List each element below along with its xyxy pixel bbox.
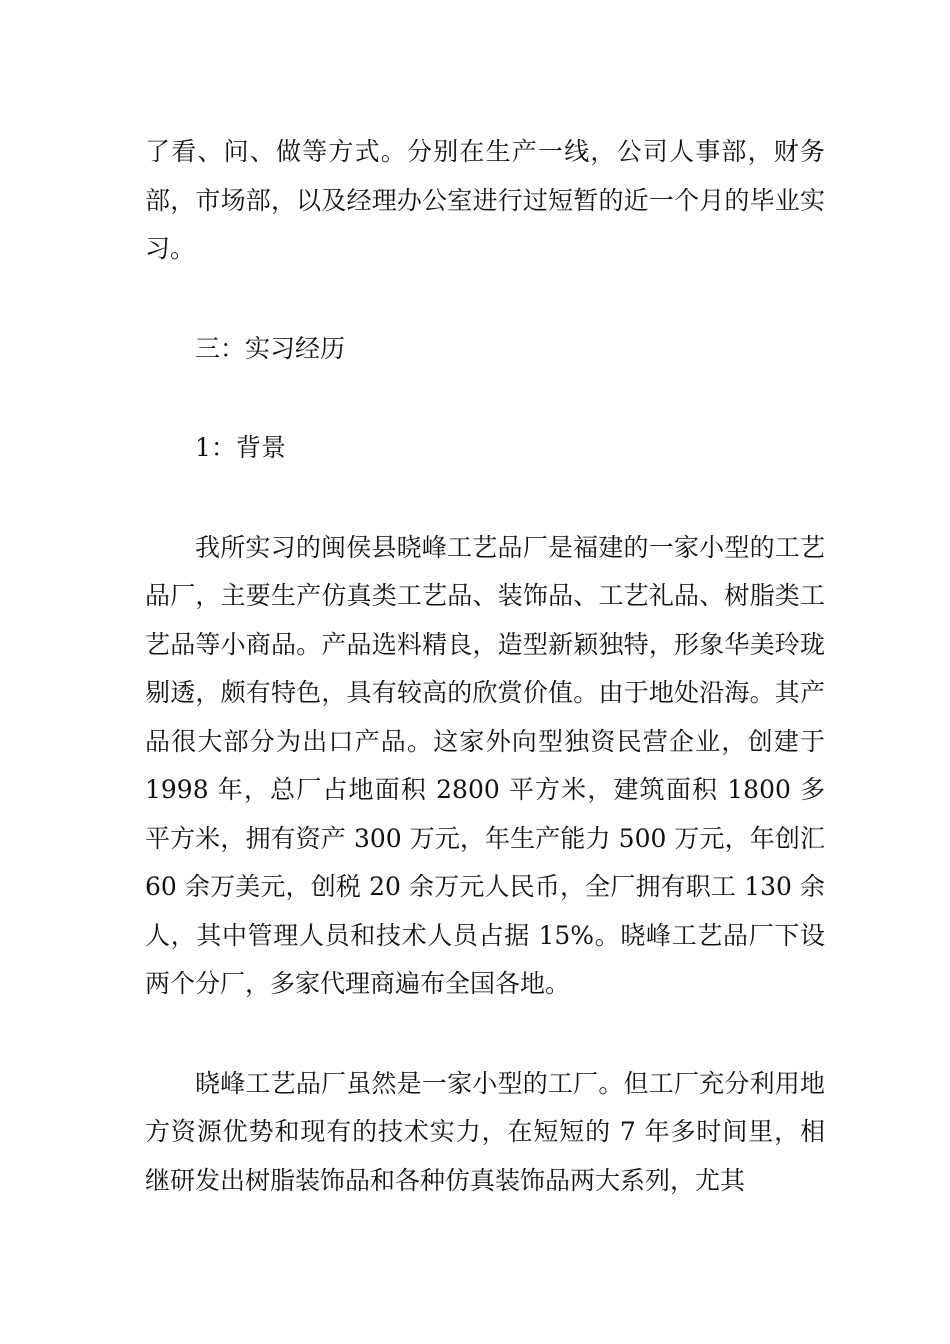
section-heading-internship-experience: 三：实习经历 xyxy=(195,333,346,363)
subsection-heading-background: 1：背景 xyxy=(195,433,286,462)
paragraph-company-development: 晓峰工艺品厂虽然是一家小型的工厂。但工厂充分利用地方资源优势和现有的技术实力，在短短的 7 年多时间里，相继研发出树脂装饰品和各种仿真装饰品两大系列，尤其 xyxy=(145,1068,825,1195)
document-body xyxy=(145,128,825,1205)
paragraph-company-background: 我所实习的闽侯县晓峰工艺品厂是福建的一家小型的工艺品厂，主要生产仿真类工艺品、装饰品、工艺礼品、树脂类工艺品等小商品。产品选料精良，造型新颖独特，形象华美玲珑剔透，颇有特色，具有较高的欣赏价值。由于地处沿海。其产品很大部分为出口产品。这家外向型独资民营企业，创建于 1998 年，总厂占地面积 2800 平方米，建筑面积 1800 多平方米，拥有资产 300 万元，年生产能力 500 万元，年创汇 60 余万美元，创税 20 余万元人民币，全厂拥有职工 130 余人，其中管理人员和技术人员占据 15%。晓峰工艺品厂下设两个分厂，多家代理商遍布全国各地。 xyxy=(145,532,825,998)
paragraph-internship-methods: 了看、问、做等方式。分别在生产一线，公司人事部，财务部，市场部，以及经理办公室进行过短暂的近一个月的毕业实习。 xyxy=(145,137,825,263)
